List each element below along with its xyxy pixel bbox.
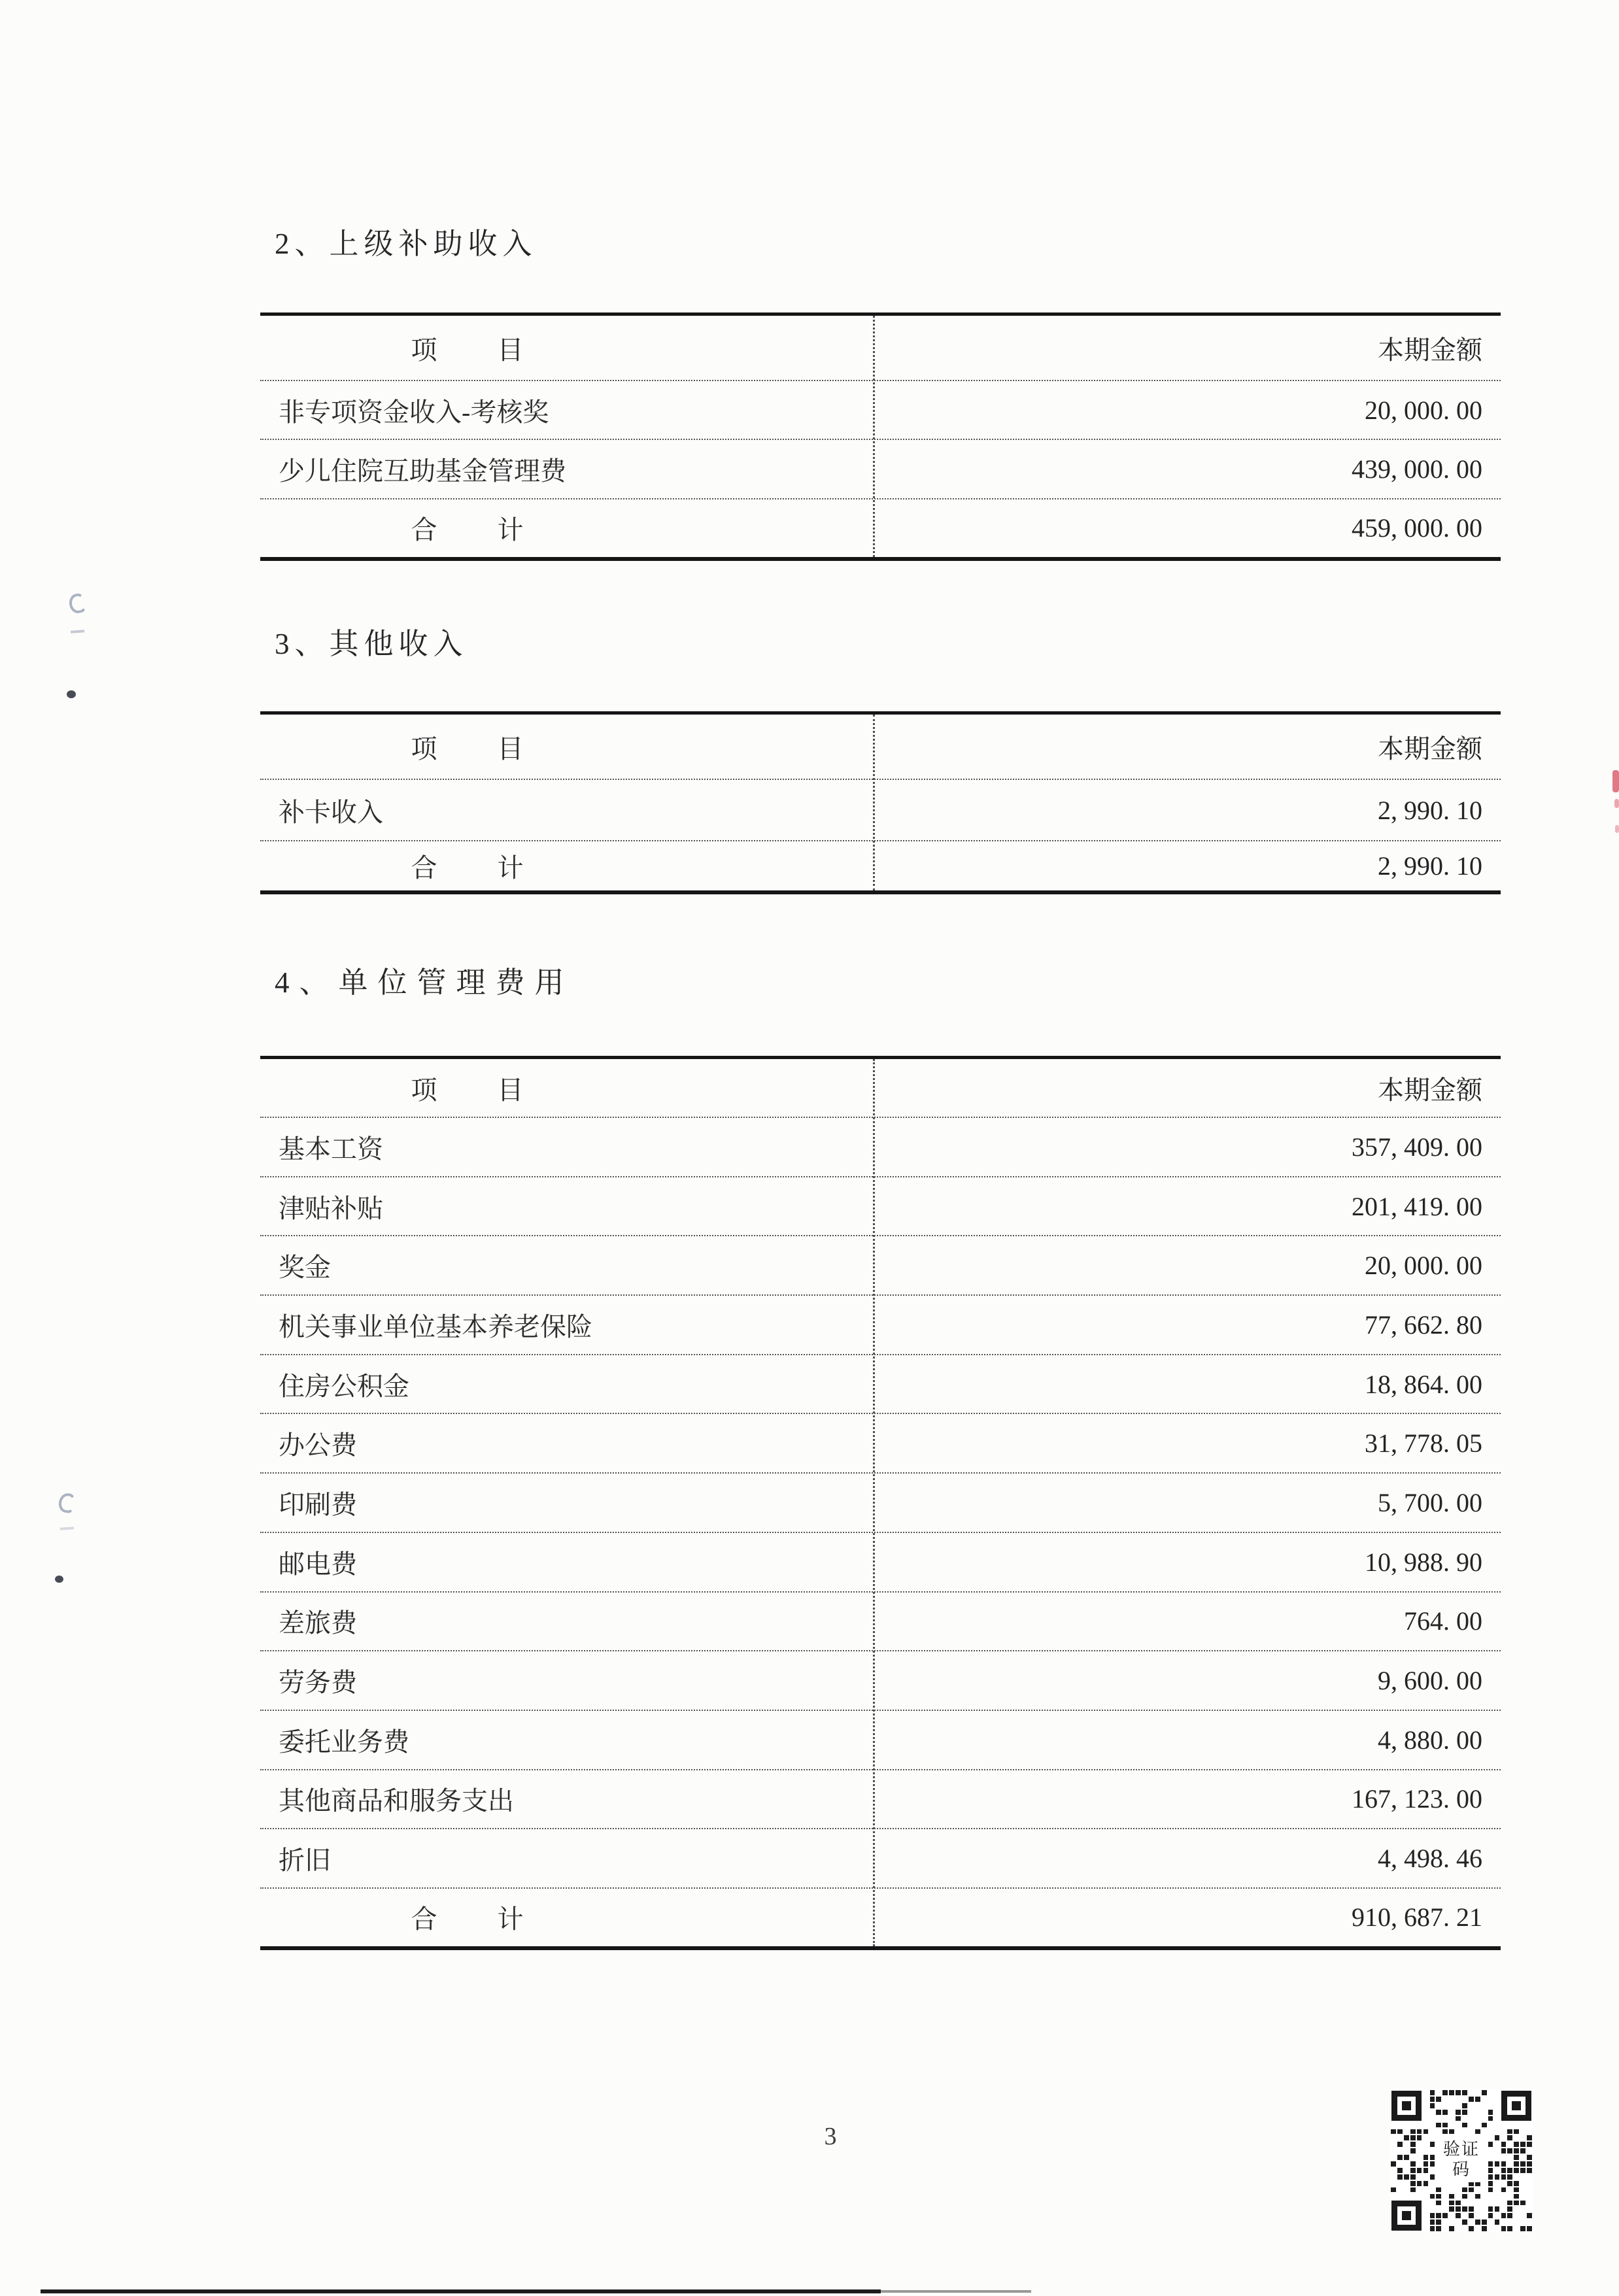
table-row — [260, 1710, 1501, 1769]
row-item-label: 津贴补贴 — [279, 1193, 383, 1223]
row-amount-value: 18, 864. 00 — [1365, 1369, 1482, 1399]
row-amount-value: 20, 000. 00 — [1365, 395, 1482, 425]
table-column-divider — [873, 1059, 875, 1946]
table-row — [260, 1294, 1501, 1354]
scan-artifact-blot — [67, 690, 76, 698]
scan-artifact-red-mark — [1612, 770, 1619, 792]
qr-finder-top-left-icon — [1391, 2091, 1422, 2121]
section-title-other-income: 3、其他收入 — [275, 628, 468, 660]
total-label: 合 计 — [411, 853, 526, 883]
row-item-label: 劳务费 — [279, 1668, 357, 1698]
row-item-label: 住房公积金 — [279, 1371, 409, 1401]
table-column-divider — [873, 316, 875, 557]
row-amount-value: 77, 662. 80 — [1365, 1309, 1482, 1340]
scan-artifact-blot — [55, 1576, 63, 1583]
row-amount-value: 357, 409. 00 — [1352, 1132, 1482, 1162]
section-title-superior-subsidy-income: 2、上级补助收入 — [275, 228, 537, 260]
total-label: 合 计 — [411, 515, 526, 545]
row-item-label: 邮电费 — [279, 1549, 357, 1579]
row-item-label: 机关事业单位基本养老保险 — [279, 1311, 592, 1342]
row-item-label: 印刷费 — [279, 1489, 357, 1519]
table-row — [260, 1650, 1501, 1710]
row-amount-value: 201, 419. 00 — [1352, 1191, 1482, 1221]
total-amount: 2, 990. 10 — [1378, 851, 1482, 881]
scan-edge-line — [41, 2289, 881, 2293]
qr-code — [1390, 2089, 1533, 2232]
total-amount: 910, 687. 21 — [1352, 1902, 1482, 1933]
row-item-label: 奖金 — [279, 1253, 331, 1283]
qr-center-label: 验证码 — [1440, 2136, 1483, 2182]
table-row — [260, 1472, 1501, 1532]
scan-artifact-dash — [60, 1527, 74, 1530]
table-row — [260, 380, 1501, 439]
total-label: 合 计 — [411, 1904, 526, 1934]
table-row — [260, 1532, 1501, 1591]
row-amount-value: 20, 000. 00 — [1365, 1251, 1482, 1281]
row-amount-value: 9, 600. 00 — [1378, 1666, 1482, 1696]
table-unit-admin-expenses — [260, 1056, 1501, 1950]
table-column-divider — [873, 715, 875, 890]
column-header-item: 项 目 — [411, 734, 526, 764]
column-header-amount: 本期金额 — [1378, 734, 1482, 764]
row-item-label: 少儿住院互助基金管理费 — [279, 456, 566, 486]
row-item-label: 委托业务费 — [279, 1727, 409, 1757]
row-amount-value: 31, 778. 05 — [1365, 1428, 1482, 1459]
total-amount: 459, 000. 00 — [1352, 513, 1482, 543]
table-superior-subsidy-income — [260, 312, 1501, 561]
table-row — [260, 1828, 1501, 1887]
qr-finder-bottom-left-icon — [1391, 2201, 1422, 2231]
table-row — [260, 1235, 1501, 1294]
table-total-row — [260, 840, 1501, 890]
scan-edge-line — [881, 2290, 1031, 2293]
row-item-label: 非专项资金收入-考核奖 — [279, 397, 549, 427]
row-item-label: 差旅费 — [279, 1608, 357, 1638]
section-title-unit-admin-expenses: 4、单位管理费用 — [275, 966, 574, 999]
table-row — [260, 1413, 1501, 1472]
table-header-row — [260, 715, 1501, 779]
scan-artifact-red-mark — [1615, 825, 1619, 833]
table-total-row — [260, 1887, 1501, 1946]
table-header-row — [260, 1059, 1501, 1117]
row-amount-value: 10, 988. 90 — [1365, 1547, 1482, 1577]
row-item-label: 办公费 — [279, 1430, 357, 1460]
table-row — [260, 1591, 1501, 1651]
table-other-income — [260, 711, 1501, 894]
table-header-row — [260, 316, 1501, 380]
table-row — [260, 1354, 1501, 1413]
table-row — [260, 439, 1501, 498]
row-item-label: 其他商品和服务支出 — [279, 1786, 514, 1816]
row-amount-value: 2, 990. 10 — [1378, 795, 1482, 825]
scan-artifact-dash — [71, 630, 84, 633]
table-row — [260, 1117, 1501, 1176]
row-amount-value: 764. 00 — [1404, 1606, 1482, 1636]
row-amount-value: 439, 000. 00 — [1352, 454, 1482, 484]
row-item-label: 折旧 — [279, 1846, 331, 1876]
column-header-item: 项 目 — [411, 1075, 526, 1105]
qr-finder-top-right-icon — [1501, 2091, 1531, 2121]
row-amount-value: 167, 123. 00 — [1352, 1784, 1482, 1814]
scan-artifact-squiggle — [67, 592, 88, 615]
table-total-row — [260, 498, 1501, 557]
row-item-label: 基本工资 — [279, 1134, 383, 1164]
scan-artifact-squiggle — [58, 1492, 77, 1513]
column-header-amount: 本期金额 — [1378, 335, 1482, 365]
row-item-label: 补卡收入 — [279, 797, 383, 827]
page-number: 3 — [824, 2123, 837, 2150]
table-row — [260, 1769, 1501, 1829]
row-amount-value: 4, 498. 46 — [1378, 1844, 1482, 1874]
column-header-item: 项 目 — [411, 335, 526, 365]
scan-artifact-red-mark — [1614, 799, 1619, 808]
table-row — [260, 1176, 1501, 1236]
row-amount-value: 4, 880. 00 — [1378, 1725, 1482, 1755]
column-header-amount: 本期金额 — [1378, 1075, 1482, 1105]
table-row — [260, 779, 1501, 840]
row-amount-value: 5, 700. 00 — [1378, 1487, 1482, 1517]
